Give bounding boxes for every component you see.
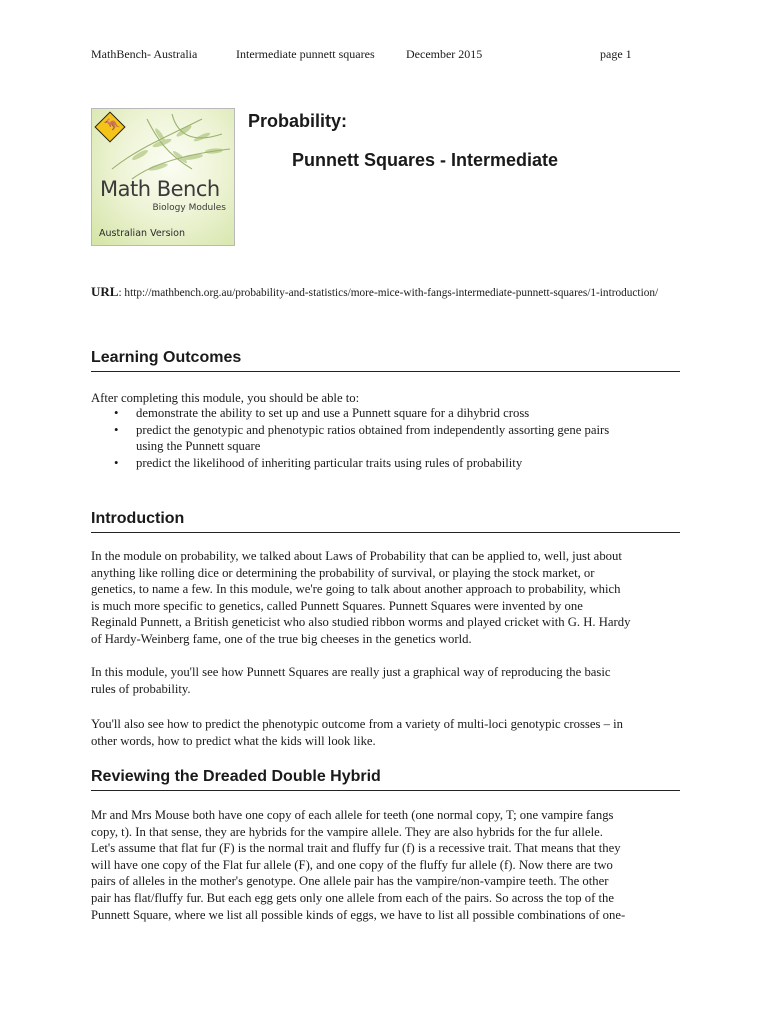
kangaroo-icon: 🦘 [104,118,121,133]
header-site: MathBench- Australia [91,47,198,61]
url-label: URL [91,284,119,299]
outcome-text: predict the genotypic and phenotypic ratios obtained from independently assorting gene pairs using the Punnett square [136,422,610,454]
outcome-text: demonstrate the ability to set up and use a Punnett square for a dihybrid cross [136,406,530,420]
bullet-icon: • [114,422,119,437]
logo-version: Australian Version [99,228,185,239]
double-hybrid-heading: Reviewing the Dreaded Double Hybrid [91,767,680,791]
outcomes-list [91,405,681,471]
url-link[interactable]: : http://mathbench.org.au/probability-and-statistics/more-mice-with-fangs-intermediate-punnett-squares/1-introduction/ [118,287,659,299]
list-item [91,405,681,422]
list-item [91,455,681,472]
introduction-heading: Introduction [91,509,680,533]
outcomes-intro: After completing this module, you should be able to: [91,391,360,405]
intro-paragraph-3: You'll also see how to predict the phenotypic outcome from a variety of multi-loci genotypic crosses – in other words, how to predict what the kids will look like. [91,717,623,748]
mathbench-logo [91,108,235,246]
header-topic: Intermediate punnett squares [236,47,375,61]
learning-outcomes-heading: Learning Outcomes [91,348,680,372]
intro-paragraph-2: In this module, you'll see how Punnett Squares are really just a graphical way of reproducing the basic rules of probability. [91,665,611,696]
module-url [91,284,681,301]
header-page-number: page 1 [600,47,632,61]
bullet-icon: • [114,406,119,420]
bullet-icon: • [114,455,119,470]
intro-paragraph-1: In the module on probability, we talked about Laws of Probability that can be applied to, well, just about anything like rolling dice or determining the probability of survival, or playing the stock market, or genetics, to name a few. In this module, we're going to talk about another approach to probability, which is much more specific to genetics, called Punnett Squares. Punnett Squares were invented by one Reginald Punnett, a British geneticist who also studied ribbon worms and played cricket with G. H. Hardy of Hardy-Weinberg fame, one of the true big cheeses in the genetics world. [91,549,631,646]
logo-title: Math Bench [100,177,220,201]
page-subtitle: Punnett Squares - Intermediate [292,150,559,170]
logo-subtitle: Biology Modules [152,203,226,213]
outcome-text: predict the likelihood of inheriting particular traits using rules of probability [136,455,523,470]
header-date: December 2015 [406,47,483,61]
list-item [91,422,681,455]
double-hybrid-paragraph: Mr and Mrs Mouse both have one copy of each allele for teeth (one normal copy, T; one vampire fangs copy, t). In that sense, they are hybrids for the vampire allele. They are also hybrids for the fur allele. Let's assume that flat fur (F) is the normal trait and fluffy fur (f) is a recessive trait. That means that they will have one copy of the Flat fur allele (F), and one copy of the fluffy fur allele (f). Now there are two pairs of alleles in the mother's genotype. One allele pair has the vampire/non-vampire teeth. The other pair has flat/fluffy fur. But each egg gets only one allele from each of the pairs. So across the top of the Punnett Square, where we list all possible kinds of eggs, we have to list all possible combinations of one- [91,808,626,922]
page-title: Probability: [248,111,348,131]
